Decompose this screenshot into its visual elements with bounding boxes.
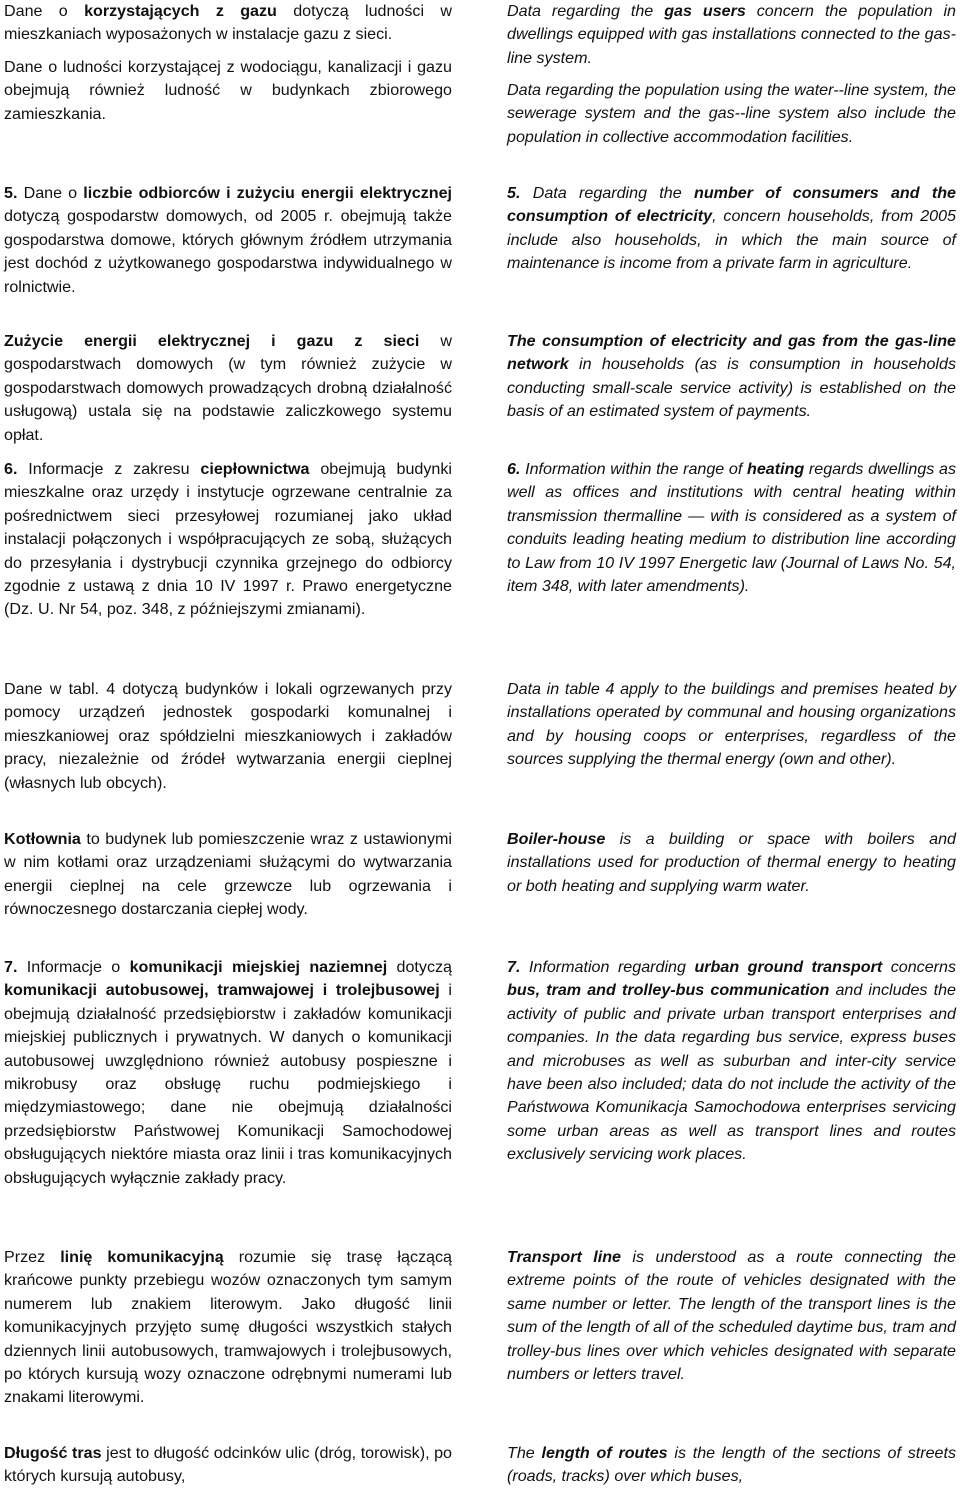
text-run: and includes the activity of public and private urban transport enterprises and companies. In the data regarding bus service, express buses and microbuses as well as suburban and inter-city service have been also included; data do not include the activity of the Państwowa Komunikacja Samochodowa enterprises servicing some urban areas as well as transport lines and routes exclusively servicing work places. [507,981,956,1164]
bold-term: 7. [507,958,521,976]
bold-term: ciepłownictwa [200,460,310,478]
paragraph-table4-pl [4,678,452,795]
bold-term: komunikacji miejskiej naziemnej [129,958,388,976]
text-run: Information regarding [520,958,695,976]
bold-term: 5. [4,184,18,202]
paragraph-transport-line-pl [4,1246,452,1410]
paragraph-route-length-en [507,1442,956,1489]
text-run: dotyczą gospodarstw domowych, od 2005 r. obejmują także gospodarstwa domowe, których głównym źródłem utrzymania jest dochód z użytkowanego gospodarstwa indywidualnego w rolnictwie. [4,207,452,296]
bold-term: Boiler-house [507,830,606,848]
paragraph-table4-en [507,678,956,772]
paragraph-heating-en [507,458,956,598]
paragraph-consumption-pl [4,330,452,447]
paragraph-heating-pl [4,458,452,622]
paragraph-water-sewerage-pl [4,56,452,126]
text-run: Information within the range of [520,460,748,478]
bold-term: length of routes [541,1444,668,1462]
bold-term: Długość tras [4,1444,102,1462]
bold-term: 6. [507,460,521,478]
bold-term: bus, tram and trolley-bus communication [507,981,830,1000]
paragraph-route-length-pl [4,1442,452,1489]
text-run: in households (as is consumption in households conducting small-scale service activity) is established on the basis of an estimated system of payments. [507,355,956,421]
bold-term: urban ground transport [694,958,883,976]
text-run: rozumie się trasę łączącą krańcowe punkty przebiegu wozów oznaczonych tym samym numerem lub znakiem literowym. Jako długość linii komunikacyjnych przyjęto sumę długości wszystkich stałych dziennych linii autobusowych, tramwajowych i trolejbusowych, po których kursują wozy oznaczone odrębnymi numerami lub znakami literowymi. [4,1248,452,1407]
paragraph-water-sewerage-en [507,79,956,149]
bold-term: linię komunikacyjną [60,1248,224,1266]
text-run: to budynek lub pomieszczenie wraz z ustawionymi w nim kotłami oraz urządzeniami służącymi do wytwarzania energii cieplnej na cele grzewcze lub ogrzewania i równoczesnego dostarczania ciepłej wody. [4,830,452,919]
text-run: dotyczą [387,958,452,976]
text-run: Dane w tabl. 4 dotyczą budynków i lokali ogrzewanych przy pomocy urządzeń jednostek gospodarki komunalnej i mieszkaniowej oraz spółdzielni mieszkaniowych i zakładów pracy, niezależnie od źródeł wytwarzania energii cieplnej (własnych lub obcych). [4,680,452,792]
bold-term: 7. [4,958,18,976]
text-run: concerns [882,958,957,976]
text-run: w gospodarstwach domowych (w tym również zużycie w gospodarstwach domowych prowadzących drobną działalność usługową) ustala się na podstawie zaliczkowego systemu opłat. [4,332,452,444]
bold-term: The consumption of electricity and gas from the gas-line network [507,332,956,374]
paragraph-electricity-pl [4,182,452,299]
text-run: , concern households, from 2005 include also households, in which the main source of maintenance is income from a private farm in agriculture. [507,207,956,273]
text-run: Data regarding the population using the water--line system, the sewerage system and the gas--line system also include the population in collective accommodation facilities. [507,81,956,146]
bold-term: Transport line [507,1248,621,1266]
text-run: is a building or space with boilers and installations used for production of thermal energy to heating or both heating and supplying warm water. [507,830,956,895]
bold-term: Zużycie energii elektrycznej i gazu z sieci [4,332,420,350]
text-run: Informacje o [17,958,130,976]
text-run: Data regarding the [507,2,665,20]
text-run: Data regarding the [520,184,694,202]
bold-term: 5. [507,184,521,202]
bold-term: korzystających z gazu [84,2,277,20]
paragraph-gas-users-pl [4,0,452,47]
text-run: dotyczą ludności w mieszkaniach wyposażonych w instalacje gazu z sieci. [4,2,452,44]
text-run: obejmują budynki mieszkalne oraz urzędy i instytucje ogrzewane centralnie za pośrednictwem sieci przesyłowej rozumianej jako układ instalacji połączonych i współpracujących ze sobą, służących do przesyłania i dystrybucji czynnika grzejnego do odbiorcy zgodnie z ustawą z dnia 10 IV 1997 r. Prawo energetyczne (Dz. U. Nr 54, poz. 348, z późniejszymi zmianami). [4,460,452,619]
paragraph-boiler-house-en [507,828,956,898]
bold-term: heating [747,460,805,478]
paragraph-urban-transport-pl [4,956,452,1190]
text-run: is the length of the sections of streets (roads, tracks) over which buses, [507,1444,956,1486]
text-run: concern the population in dwellings equipped with gas installations connected to the gas-line system. [507,2,956,67]
text-run: Przez [4,1248,61,1266]
paragraph-boiler-house-pl [4,828,452,922]
text-run: jest to długość odcinków ulic (dróg, torowisk), po których kursują autobusy, [4,1444,453,1486]
text-run: Dane o ludności korzystającej z wodociągu, kanalizacji i gazu obejmują również ludność w budynkach zbiorowego zamieszkania. [4,58,452,123]
bold-term: komunikacji autobusowej, tramwajowej i trolejbusowej [4,981,440,1000]
paragraph-gas-users-en [507,0,956,70]
text-run: is understood as a route connecting the extreme points of the route of vehicles designated with the same number or letter. The length of the transport lines is the sum of the length of all of the scheduled daytime bus, tram and trolley-bus lines over which vehicles designated with separate numbers or letters travel. [507,1248,956,1384]
bold-term: 6. [4,460,18,478]
bold-term: number of consumers and the consumption of electricity [507,184,956,226]
paragraph-urban-transport-en [507,956,956,1167]
bold-term: gas users [664,2,746,20]
text-run: Data in table 4 apply to the buildings and premises heated by installations operated by communal and housing organizations and by housing coops or enterprises, regardless of the sources supplying the thermal energy (own and other). [507,680,956,769]
bold-term: liczbie odbiorców i zużyciu energii elektrycznej [83,184,452,202]
text-run: Dane o [4,2,85,20]
text-run: i obejmują działalność przedsiębiorstw i zakładów komunikacji miejskiej publicznych i prywatnych. W danych o komunikacji autobusowej uwzględniono również autobusy pospieszne i mikrobusy oraz obsługę ruchu podmiejskiego i międzymiastowego; dane nie obejmują działalności przedsiębiorstw Państwowej Komunikacji Samochodowej obsługujących niektóre miasta oraz linii i tras komunikacyjnych obsługujących wyłącznie zakłady pracy. [4,981,453,1187]
text-run: regards dwellings as well as offices and institutions with central heating within transmission thermalline — with is considered as a system of conduits leading heating medium to distribution line according to Law from 10 IV 1997 Energetic law (Journal of Laws No. 54, item 348, with later amendments). [507,460,956,596]
paragraph-electricity-en [507,182,956,276]
bold-term: Kotłownia [4,830,81,848]
text-run: The [507,1444,542,1462]
text-run: Dane o [17,184,84,202]
paragraph-transport-line-en [507,1246,956,1386]
text-run: Informacje z zakresu [17,460,201,478]
paragraph-consumption-en [507,330,956,424]
